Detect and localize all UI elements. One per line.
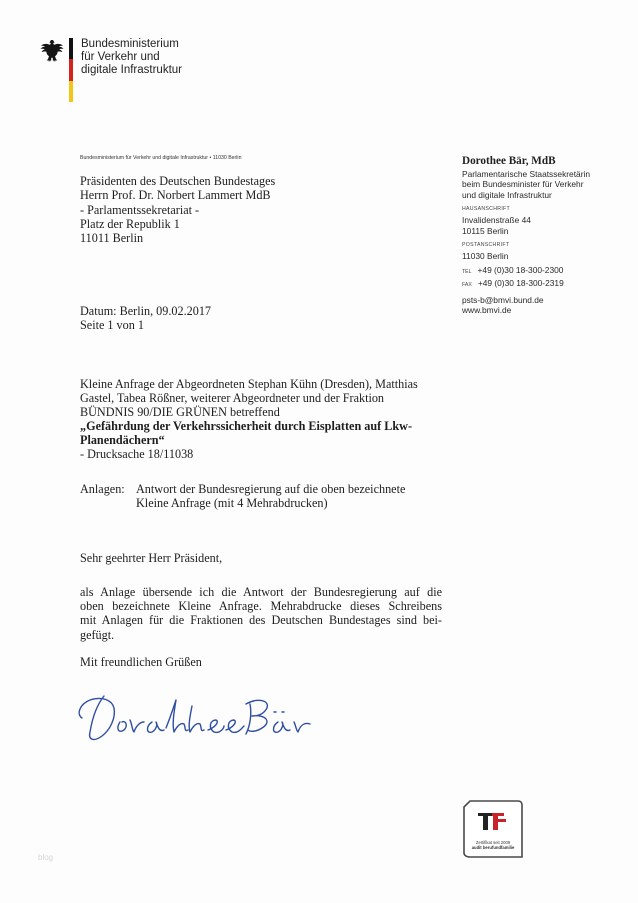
german-flag-bar (69, 38, 73, 102)
body-line: gefügt. (80, 627, 115, 642)
body-line: mit Anlagen für die Fraktionen des Deutschen Bundestages sind bei- (80, 613, 442, 628)
certificate-line2: audit berufundfamilie (471, 845, 515, 850)
body-line: als Anlage übersende ich die Antwort der Bundesregierung auf die (80, 585, 442, 599)
date: Datum: Berlin, 09.02.2017 (80, 304, 212, 318)
federal-eagle-icon (40, 38, 64, 64)
date-block (80, 304, 211, 333)
role-line: Parlamentarische Staatssekretärin (462, 168, 591, 179)
recipient-address (80, 174, 275, 245)
website: www.bmvi.de (462, 305, 512, 316)
postal-city: 11030 Berlin (462, 250, 509, 261)
subject-title: Planendächern“ (80, 433, 165, 448)
ministry-line: für Verkehr und (81, 51, 160, 63)
telephone-row (462, 265, 590, 278)
flag-stripe-red (69, 59, 73, 80)
subject-line: BÜNDNIS 90/DIE GRÜNEN betreffend (80, 405, 280, 420)
recipient-line: Präsidenten des Deutschen Bundestages (80, 174, 276, 188)
flag-stripe-gold (69, 81, 73, 102)
handwritten-signature (74, 688, 324, 744)
recipient-line: 11011 Berlin (80, 231, 144, 246)
role-line: beim Bundesminister für Verkehr (462, 179, 584, 190)
sender-return-line: Bundesministerium für Verkehr und digitale Infrastruktur • 11030 Berlin (80, 155, 242, 161)
ministry-name (81, 38, 182, 77)
subject-title: „Gefährdung der Verkehrssicherheit durch Eisplatten auf Lkw- (80, 419, 413, 434)
telephone-label: TEL (462, 269, 472, 276)
watermark: blog (38, 853, 54, 862)
flag-stripe-black (69, 38, 73, 59)
email-address: psts-b@bmvi.bund.de (462, 294, 544, 305)
house-city: 10115 Berlin (462, 225, 509, 236)
ministry-line: Bundesministerium (81, 38, 179, 50)
fax-row (462, 278, 590, 291)
recipient-line: Herrn Prof. Dr. Norbert Lammert MdB (80, 188, 271, 203)
contact-block (462, 156, 590, 316)
audit-berufundfamilie-certificate (460, 797, 526, 863)
house-address-label: HAUSANSCHRIFT (462, 206, 510, 213)
closing: Mit freundlichen Grüßen (80, 655, 202, 669)
enclosures-label: Anlagen: (80, 482, 125, 496)
recipient-line: Platz der Republik 1 (80, 216, 180, 231)
subject-line: Gastel, Tabea Rößner, weiterer Abgeordneter und der Fraktion (80, 391, 385, 406)
role-line: und digitale Infrastruktur (462, 189, 552, 200)
postal-address-label: POSTANSCHRIFT (462, 242, 510, 249)
letter-body (80, 585, 442, 642)
fax-number: +49 (0)30 18-300-2319 (477, 277, 564, 288)
subject-block (80, 377, 440, 462)
telephone-number: +49 (0)30 18-300-2300 (477, 265, 564, 276)
salutation: Sehr geehrter Herr Präsident, (80, 551, 223, 565)
recipient-line: - Parlamentssekretariat - (80, 202, 200, 217)
enclosures-text (136, 482, 405, 510)
enclosure-line: Kleine Anfrage (mit 4 Mehrabdrucken) (136, 496, 328, 511)
sender-name: Dorothee Bär, MdB (462, 155, 556, 167)
ministry-line: digitale Infrastruktur (81, 64, 182, 76)
drucksache-reference: - Drucksache 18/11038 (80, 447, 194, 462)
subject-line: Kleine Anfrage der Abgeordneten Stephan Kühn (Dresden), Matthias (80, 377, 418, 391)
fax-label: FAX (462, 281, 472, 288)
certificate-line1: Zertifikat seit 2009 (475, 840, 511, 845)
page-number: Seite 1 von 1 (80, 318, 144, 333)
enclosure-line: Antwort der Bundesregierung auf die oben bezeichnete (136, 482, 406, 496)
house-street: Invalidenstraße 44 (462, 214, 531, 225)
body-line: oben bezeichnete Kleine Anfrage. Mehrabdrucke dieses Schreibens (80, 599, 442, 614)
